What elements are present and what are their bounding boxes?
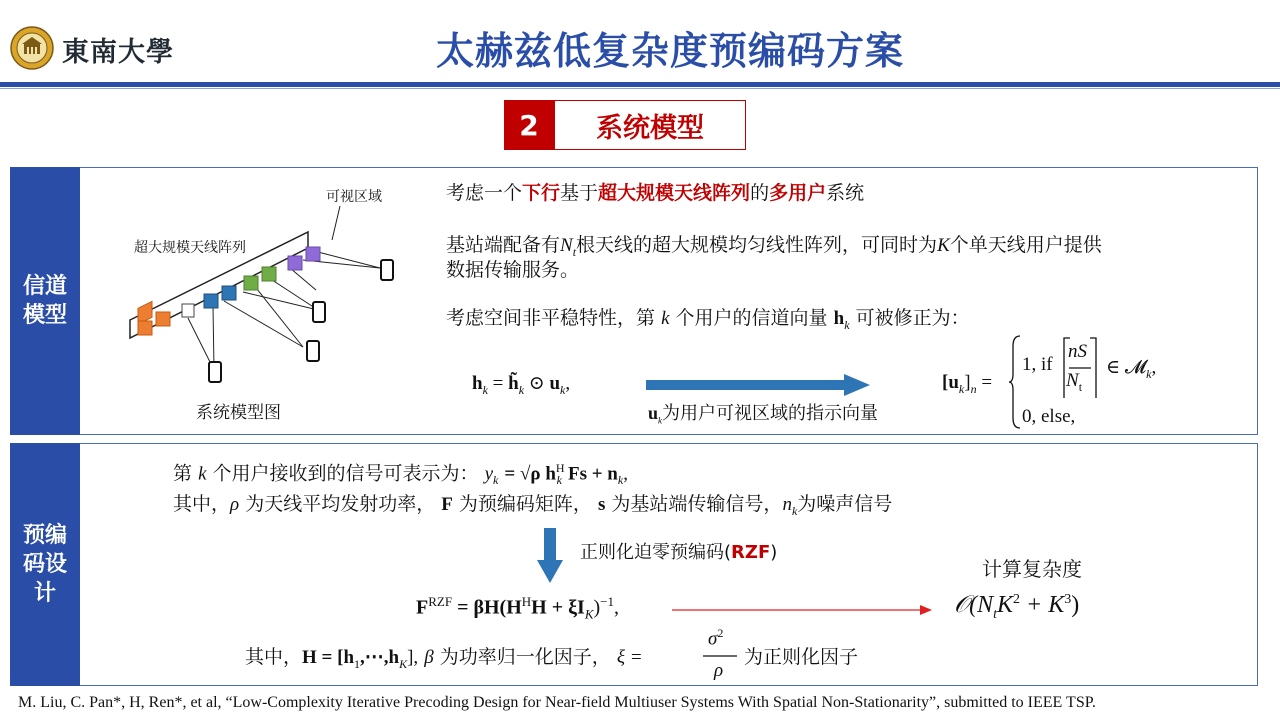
system-model-diagram: [118, 180, 418, 390]
down-arrow-icon: [537, 528, 563, 584]
antenna-element: [244, 276, 258, 290]
xi-numerator: $\sigma^2$: [708, 626, 724, 650]
set-membership: ∈ 𝓜$_k$,: [1106, 357, 1157, 381]
antenna-config-line-2: 数据传输服务。: [446, 259, 580, 281]
antenna-config-line: 基站端配备有$N_t$根天线的超大规模均匀线性阵列，可同时为K个单天线用户提供: [446, 234, 1102, 259]
antenna-element: [288, 256, 302, 270]
antenna-element: [156, 312, 170, 326]
antenna-element: [306, 247, 320, 261]
header-divider: [0, 82, 1280, 87]
right-arrow-icon: [646, 374, 872, 396]
side-label-line: 码设: [22, 552, 67, 577]
antenna-element: [138, 321, 152, 335]
university-seal-icon: [10, 26, 54, 70]
regularization-note: 为正则化因子: [744, 646, 859, 668]
symbol-definition-line: 其中，ρ 为天线平均发射功率， F 为预编码矩阵， s 为基站端传输信号，$n_k$为噪声信号: [173, 493, 893, 518]
cases-brace: [1008, 334, 1022, 430]
channel-model-side-label: [10, 167, 80, 435]
rzf-definition-line: 其中，$H = [h_1,\cdots,h_K]$, β 为功率归一化因子， ξ =: [245, 646, 643, 671]
header-divider-thin: [0, 88, 1280, 89]
antenna-element: [222, 286, 236, 300]
red-arrow-icon: [672, 603, 934, 617]
fraction-denominator: $N_t$: [1066, 370, 1083, 394]
antenna-element: [262, 267, 276, 281]
university-logo: [10, 24, 200, 74]
section-number: 2: [504, 100, 554, 150]
antenna-array-label: 超大规模天线阵列: [134, 240, 246, 256]
complexity-formula: $𝒪(N_tK^2 + K^3)$: [954, 592, 1080, 622]
rzf-label: 正则化迫零预编码(RZF): [580, 542, 778, 563]
diagram-caption: 系统模型图: [196, 403, 281, 423]
side-label-line: 预编: [22, 523, 67, 548]
fraction-numerator: nS: [1068, 341, 1087, 362]
nonstationary-line: 考虑空间非平稳特性，第 k 个用户的信道向量 $h_k$ 可被修正为：: [446, 307, 970, 332]
xi-denominator: ρ: [714, 660, 724, 681]
case-one: 1, if: [1022, 354, 1053, 375]
reference-citation: M. Liu, C. Pan*, H, Ren*, et al, “Low-Complexity Iterative Precoding Design for Near-field Multiuser Systems With Spatial Non-Stationarity”, submitted to IEEE TSP.: [18, 694, 1096, 711]
side-label-line: 模型: [22, 303, 67, 328]
indicator-formula: $[u_k]_n$ =: [942, 372, 993, 396]
complexity-label: 计算复杂度: [982, 557, 1082, 581]
xi-fraction-bar: [703, 654, 737, 658]
channel-formula: $h_k$ = $h̃_k$ ⊙ $u_k$,: [472, 373, 571, 397]
indicator-vector-note: $u_k$为用户可视区域的指示向量: [648, 403, 879, 426]
side-label-line: 信道: [22, 274, 67, 299]
intro-line: 考虑一个下行基于超大规模天线阵列的多用户系统: [446, 182, 865, 204]
section-title: 系统模型: [554, 100, 746, 150]
user-phone-icon: [381, 260, 393, 280]
case-two: 0, else,: [1022, 406, 1076, 427]
precoding-side-label: [10, 443, 80, 686]
page-title: 太赫兹低复杂度预编码方案: [435, 29, 904, 73]
user-phone-icon: [209, 362, 221, 382]
received-signal-line: 第 k 个用户接收到的信号可表示为： $y_k = √\rho$ $h^H_k$ $Fs + n_k$,: [173, 461, 628, 488]
user-phone-icon: [307, 341, 319, 361]
side-label-line: 计: [33, 581, 56, 606]
user-phone-icon: [313, 302, 325, 322]
antenna-element: [182, 304, 194, 317]
visible-region-label: 可视区域: [326, 189, 382, 205]
university-name: 東南大學: [62, 37, 174, 68]
antenna-element: [204, 294, 218, 308]
rzf-formula: $F^{RZF} = \beta H(H^HH + \xi I_K)^{-1}$,: [416, 594, 620, 622]
